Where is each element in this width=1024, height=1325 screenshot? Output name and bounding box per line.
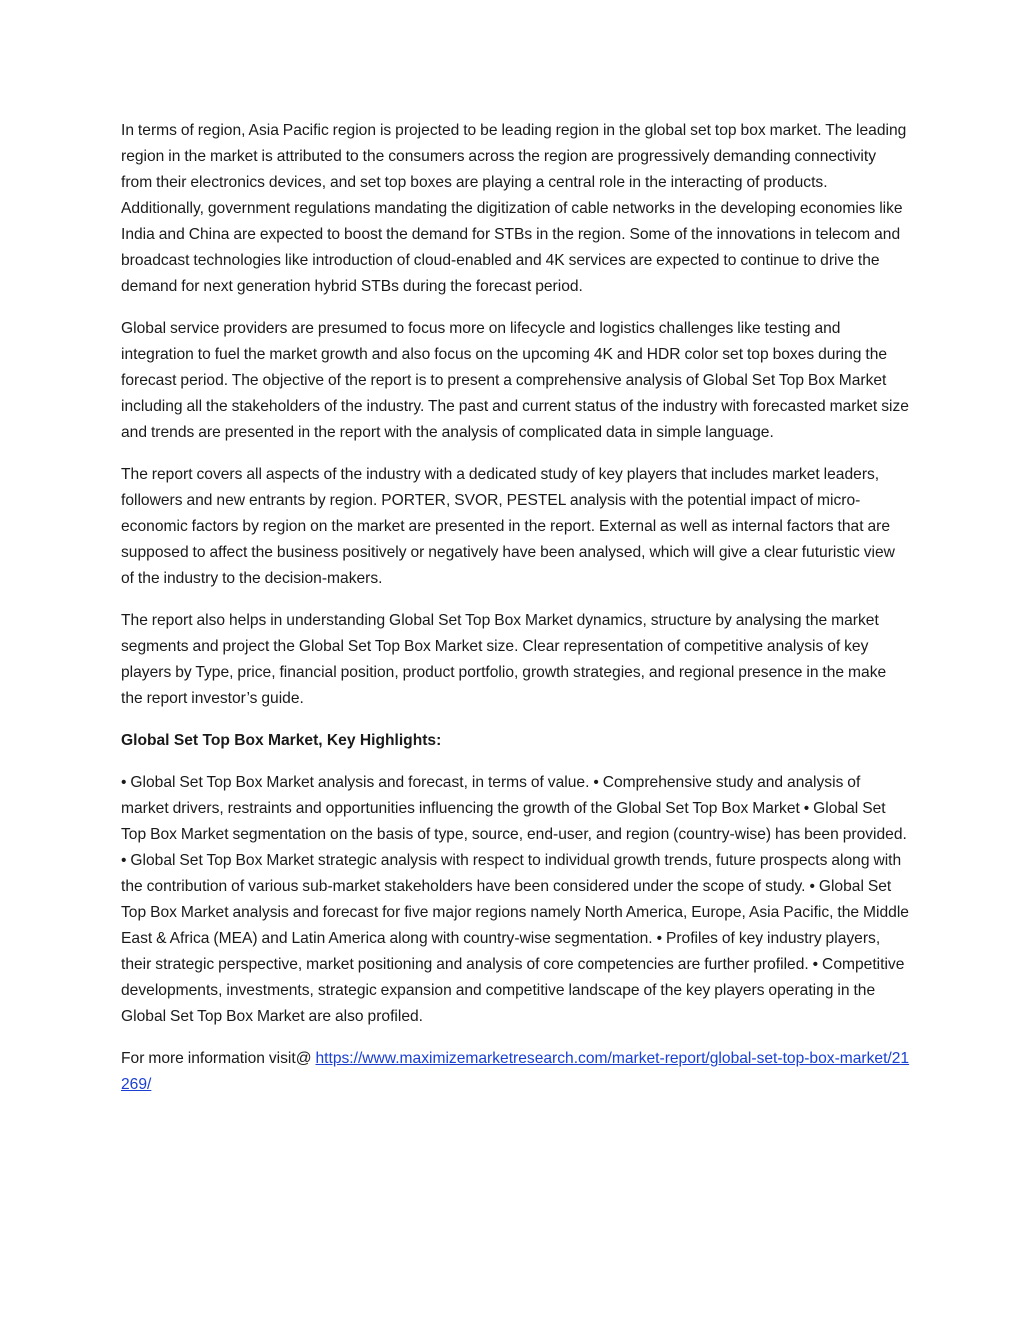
more-info-label: For more information visit@ bbox=[121, 1050, 316, 1067]
paragraph-service-providers: Global service providers are presumed to focus more on lifecycle and logistics challenges like testing and integration to fuel the market growth and also focus on the upcoming 4K and HDR color set top boxes during the forecast period. The objective of the report is to present a comprehensive analysis of Global Set Top Box Market including all the stakeholders of the industry. The past and current status of the industry with forecasted market size and trends are presented in the report with the analysis of complicated data in simple language. bbox=[121, 320, 909, 441]
highlights-heading: Global Set Top Box Market, Key Highlights: bbox=[121, 732, 442, 749]
paragraph-report-coverage: The report covers all aspects of the industry with a dedicated study of key players that includes market leaders, followers and new entrants by region. PORTER, SVOR, PESTEL analysis with the potential impact of micro-economic factors by region on the market are presented in the report. External as well as internal factors that are supposed to affect the business positively or negatively have been analysed, which will give a clear futuristic view of the industry to the decision-makers. bbox=[121, 466, 895, 587]
paragraph-region-outlook: In terms of region, Asia Pacific region is projected to be leading region in the global set top box market. The leading region in the market is attributed to the consumers across the region are progressively demanding connectivity from their electronics devices, and set top boxes are playing a central role in the interacting of products. Additionally, government regulations mandating the digitization of cable networks in the developing economies like India and China are expected to boost the demand for STBs in the region. Some of the innovations in telecom and broadcast technologies like introduction of cloud-enabled and 4K services are expected to continue to drive the demand for next generation hybrid STBs during the forecast period. bbox=[121, 122, 907, 295]
paragraph-market-dynamics: The report also helps in understanding Global Set Top Box Market dynamics, structure by analysing the market segments and project the Global Set Top Box Market size. Clear representation of competitive analysis of key players by Type, price, financial position, product portfolio, growth strategies, and regional presence in the make the report investor’s guide. bbox=[121, 612, 887, 707]
document-body bbox=[121, 118, 911, 1114]
highlights-list: • Global Set Top Box Market analysis and forecast, in terms of value. • Comprehensive study and analysis of market drivers, restraints and opportunities influencing the growth of the Global Set Top Box Market • Global Set Top Box Market segmentation on the basis of type, source, end-user, and region (country-wise) has been provided. • Global Set Top Box Market strategic analysis with respect to individual growth trends, future prospects along with the contribution of various sub-market stakeholders have been considered under the scope of study. • Global Set Top Box Market analysis and forecast for five major regions namely North America, Europe, Asia Pacific, the Middle East & Africa (MEA) and Latin America along with country-wise segmentation. • Profiles of key industry players, their strategic perspective, market positioning and analysis of core competencies are further profiled. • Competitive developments, investments, strategic expansion and competitive landscape of the key players operating in the Global Set Top Box Market are also profiled. bbox=[121, 774, 909, 1025]
more-info-line bbox=[121, 1046, 911, 1098]
report-link[interactable]: https://www.maximizemarketresearch.com/market-report/global-set-top-box-market/21269/ bbox=[121, 1050, 910, 1093]
